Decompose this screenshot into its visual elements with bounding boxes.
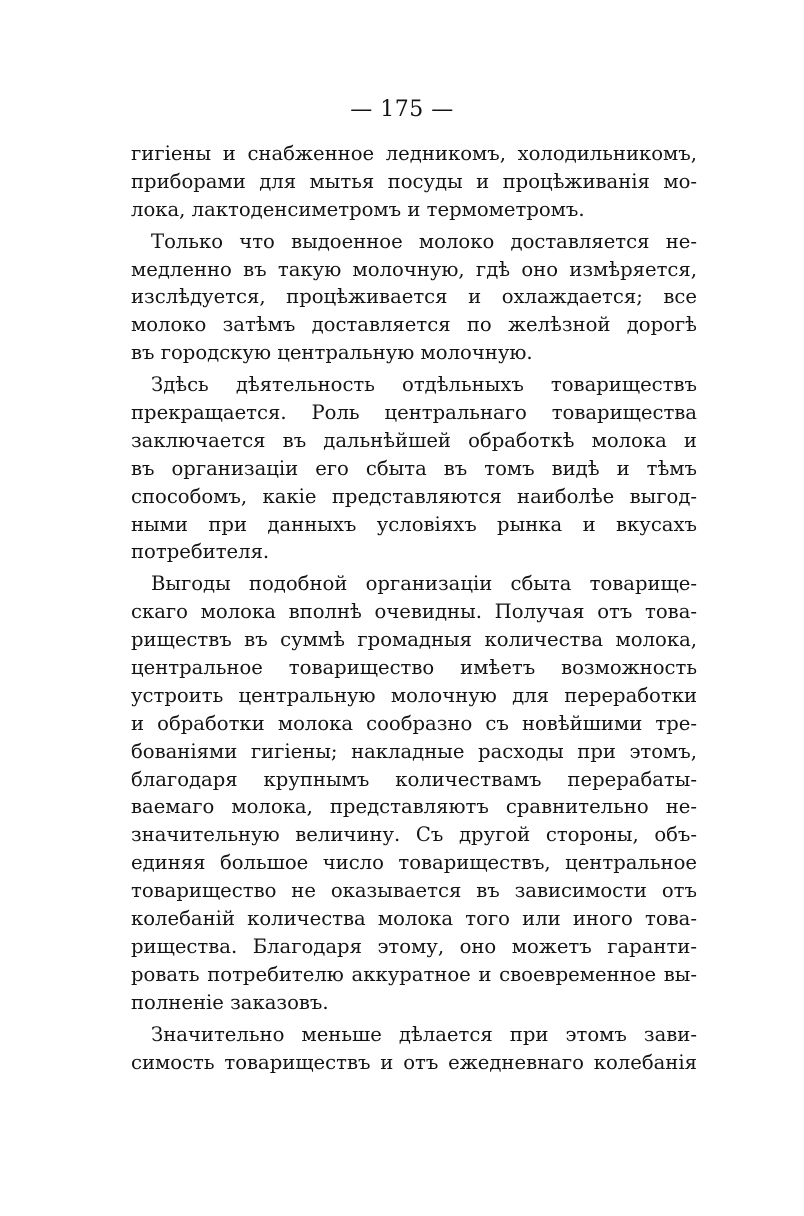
text-line: Значительно меньше дѣлается при этомъ зави- (151, 1022, 697, 1046)
text-line: потребителя. (131, 540, 270, 564)
text-line: единяя большое число товариществъ, центральное (131, 851, 697, 875)
text-line: въ городскую центральную молочную. (131, 341, 533, 365)
paragraph (131, 228, 697, 367)
text-line: риществъ въ суммѣ громадныя количества молока, (131, 628, 697, 652)
text-line: Только что выдоенное молоко доставляется не- (151, 229, 697, 253)
paragraph (131, 570, 697, 1016)
text-line: приборами для мытья посуды и процѣживанія мо- (131, 169, 697, 193)
text-line: полненіе заказовъ. (131, 990, 329, 1014)
paragraph (131, 371, 697, 566)
text-line: изслѣдуется, процѣживается и охлаждается; все (131, 285, 697, 309)
text-line: рищества. Благодаря этому, оно можетъ гаранти- (131, 934, 697, 958)
text-line: значительную величину. Съ другой стороны, объ- (131, 823, 697, 847)
text-line: гигіены и снабженное ледникомъ, холодильникомъ, (131, 142, 697, 165)
page-number: — 175 — (350, 97, 454, 122)
text-line: заключается въ дальнѣйшей обработкѣ молока и (131, 428, 697, 452)
text-line: Выгоды подобной организаціи сбыта товарище- (151, 572, 697, 596)
text-line: ваемаго молока, представляютъ сравнительно не- (131, 795, 697, 819)
text-line: молоко затѣмъ доставляется по желѣзной дорогѣ (131, 313, 697, 337)
text-line: Здѣсь дѣятельность отдѣльныхъ товариществъ (151, 373, 697, 397)
text-line: въ организаціи его сбыта въ томъ видѣ и тѣмъ (131, 456, 697, 480)
text-line: способомъ, какіе представляются наиболѣе выгод- (131, 484, 697, 508)
body-text (131, 140, 697, 1076)
text-line: ными при данныхъ условіяхъ рынка и вкусахъ (131, 512, 697, 536)
text-line: скаго молока вполнѣ очевидны. Получая отъ това- (131, 600, 697, 624)
text-line: симость товариществъ и отъ ежедневнаго колебанія (131, 1050, 697, 1074)
text-line: благодаря крупнымъ количествамъ перерабаты- (131, 767, 697, 791)
paragraph (131, 140, 697, 224)
text-line: прекращается. Роль центральнаго товарищества (131, 401, 697, 425)
text-line: медленно въ такую молочную, гдѣ оно измѣряется, (131, 257, 697, 281)
text-line: ровать потребителю аккуратное и своевременное вы- (131, 962, 697, 986)
text-line: бованіями гигіены; накладные расходы при этомъ, (131, 739, 697, 763)
text-line: и обработки молока сообразно съ новѣйшими тре- (131, 711, 697, 735)
text-line: центральное товарищество имѣетъ возможность (131, 656, 697, 680)
text-line: лока, лактоденсиметромъ и термометромъ. (131, 197, 585, 221)
text-line: устроить центральную молочную для переработки (131, 683, 697, 707)
text-line: колебаній количества молока того или иного това- (131, 907, 697, 931)
paragraph (131, 1021, 697, 1077)
text-line: товарищество не оказывается въ зависимости отъ (131, 879, 697, 903)
